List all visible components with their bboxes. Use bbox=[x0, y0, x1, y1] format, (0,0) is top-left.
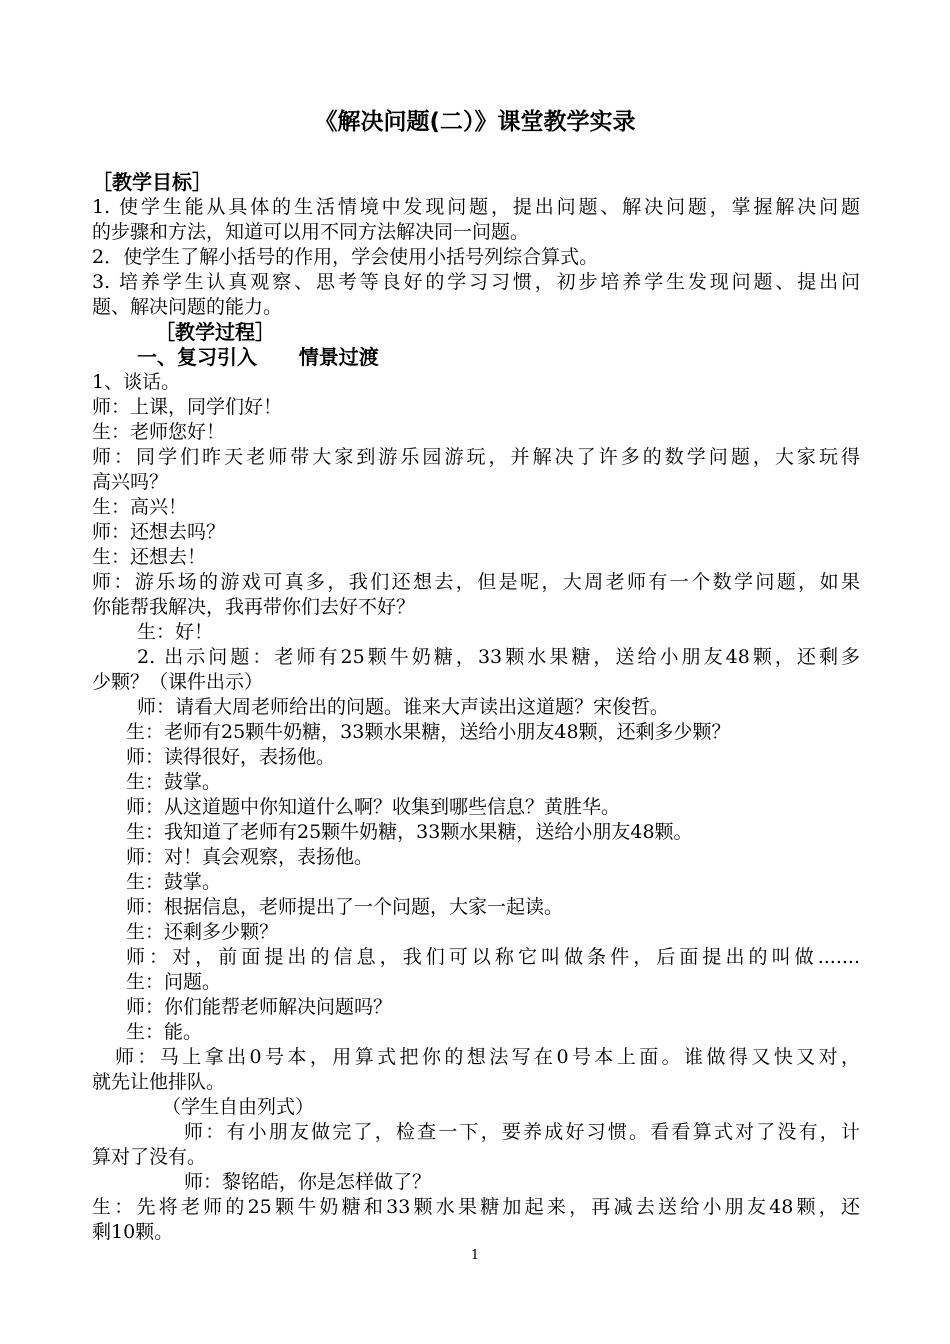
text-line: 少颗？（课件出示） bbox=[92, 671, 264, 693]
text-line: 生：老师有25颗牛奶糖，33颗水果糖，送给小朋友48颗，还剩多少颗？ bbox=[126, 721, 731, 743]
text-line: 师：对，前面提出的信息，我们可以称它叫做条件，后面提出的叫做....... bbox=[126, 946, 860, 968]
text-line: 生：老师您好！ bbox=[92, 421, 226, 443]
document-body bbox=[92, 170, 860, 1245]
text-line: 师：请看大周老师给出的问题。谁来大声读出这道题？宋俊哲。 bbox=[137, 696, 670, 718]
section-heading: 一、复习引入 情景过渡 bbox=[137, 345, 379, 369]
text-line: 师：还想去吗？ bbox=[92, 521, 226, 543]
text-line: 1、谈话。 bbox=[92, 371, 181, 393]
document-title: 《解决问题(二）》课堂教学实录 bbox=[314, 109, 636, 135]
text-line: 师：游乐场的游戏可真多，我们还想去，但是呢，大周老师有一个数学问题，如果 bbox=[92, 571, 860, 593]
text-line: 生：先将老师的25颗牛奶糖和33颗水果糖加起来，再减去送给小朋友48颗，还 bbox=[92, 1196, 860, 1218]
text-line: 生：我知道了老师有25颗牛奶糖，33颗水果糖，送给小朋友48颗。 bbox=[126, 821, 693, 843]
text-line: 师：同学们昨天老师带大家到游乐园游玩，并解决了许多的数学问题，大家玩得 bbox=[92, 446, 860, 468]
text-line: 生：鼓掌。 bbox=[126, 771, 222, 793]
text-line: 师：根据信息，老师提出了一个问题，大家一起读。 bbox=[126, 896, 564, 918]
text-line: 就先让他排队。 bbox=[92, 1071, 226, 1093]
text-line: 剩10颗。 bbox=[92, 1221, 174, 1243]
text-line: 3. 培养学生认真观察、思考等良好的学习习惯，初步培养学生发现问题、提出问 bbox=[92, 271, 860, 293]
section-heading: ［教学过程］ bbox=[155, 320, 275, 344]
text-line: 题、解决问题的能力。 bbox=[92, 296, 283, 318]
text-line: 师：黎铭皓，你是怎样做了？ bbox=[184, 1171, 432, 1193]
section-heading: ［教学目标］ bbox=[92, 170, 212, 194]
text-line: 你能帮我解决，我再带你们去好不好？ bbox=[92, 596, 416, 618]
text-line: 的步骤和方法，知道可以用不同方法解决同一问题。 bbox=[92, 221, 530, 243]
page-number: 1 bbox=[470, 1248, 480, 1263]
text-line: 生：高兴！ bbox=[92, 496, 188, 518]
text-line: 师：读得很好，表扬他。 bbox=[126, 746, 336, 768]
text-line: 生：鼓掌。 bbox=[126, 871, 222, 893]
text-line: 算对了没有。 bbox=[92, 1146, 207, 1168]
text-line: 2．使学生了解小括号的作用，学会使用小括号列综合算式。 bbox=[92, 246, 599, 268]
text-line: 高兴吗？ bbox=[92, 471, 169, 493]
text-line: 生：好！ bbox=[137, 621, 214, 643]
text-line: 1. 使学生能从具体的生活情境中发现问题，提出问题、解决问题，掌握解决问题 bbox=[92, 196, 860, 218]
text-line: 师：马上拿出0号本，用算式把你的想法写在0号本上面。谁做得又快又对， bbox=[115, 1046, 860, 1068]
text-line: 2. 出示问题：老师有25颗牛奶糖，33颗水果糖，送给小朋友48颗，还剩多 bbox=[137, 646, 860, 668]
text-line: 师：对！真会观察，表扬他。 bbox=[126, 846, 374, 868]
text-line: 生：能。 bbox=[126, 1021, 203, 1043]
text-line: 师：有小朋友做完了，检查一下，要养成好习惯。看看算式对了没有，计 bbox=[184, 1121, 860, 1143]
text-line: 生：问题。 bbox=[126, 971, 222, 993]
text-line: （学生自由列式） bbox=[162, 1096, 315, 1118]
text-line: 生：还剩多少颗？ bbox=[126, 921, 279, 943]
text-line: 师：从这道题中你知道什么啊？收集到哪些信息？黄胜华。 bbox=[126, 796, 621, 818]
text-line: 生：还想去！ bbox=[92, 546, 207, 568]
text-line: 师：你们能帮老师解决问题吗？ bbox=[126, 996, 393, 1018]
text-line: 师：上课，同学们好！ bbox=[92, 396, 283, 418]
